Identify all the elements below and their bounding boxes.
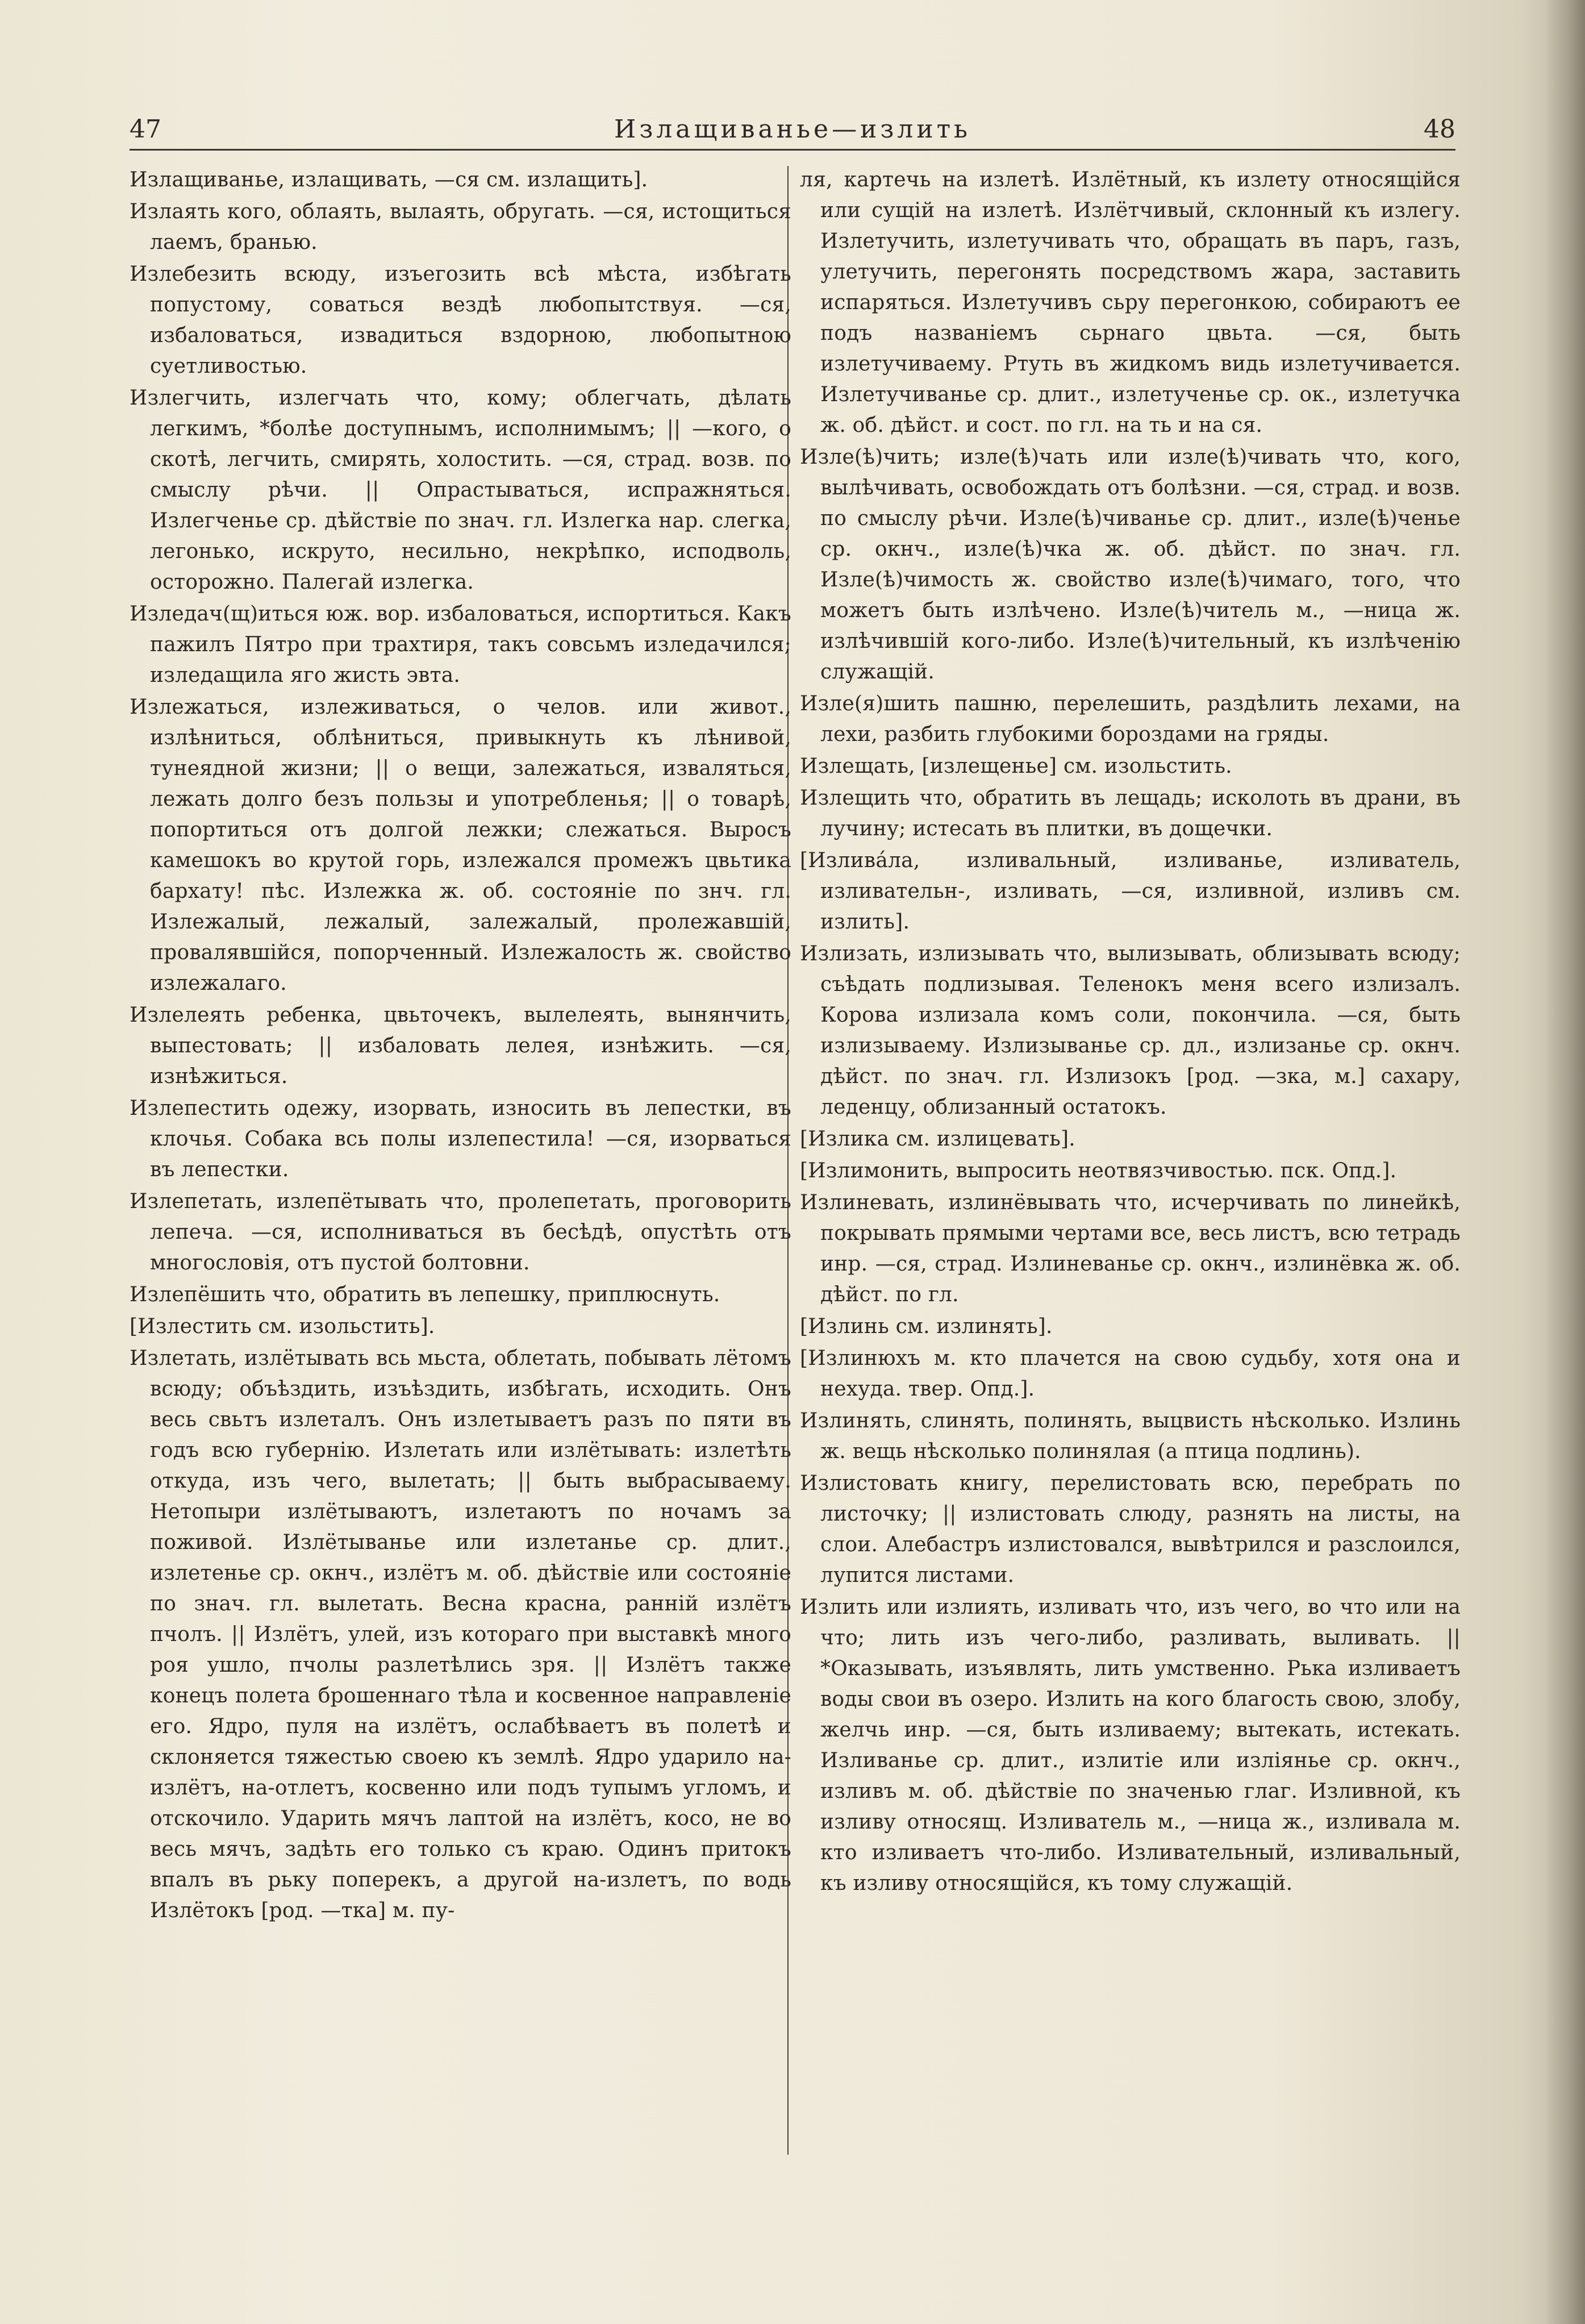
entry-text: Излепёшить что, обратить въ лепешку, приплюснуть. [130,1283,720,1306]
entry-text: Излепестить одежу, изорвать, износить въ лепестки, въ клочья. Собака всь полы излепестила! —ся, изорваться въ лепестки. [130,1097,791,1181]
entry [130,165,791,195]
entry-text: [Излимонить, выпросить неотвязчивостью. пск. Опд.]. [800,1159,1397,1182]
page-number-left: 47 [130,115,161,144]
entry-text: Изле(я)шить пашню, перелешить, раздѣлить лехами, на лехи, разбить глубокими бороздами на гряды. [800,692,1461,746]
entry [130,197,791,258]
entry-text: [Излика см. излицевать]. [800,1127,1075,1151]
entry-text: Излащиванье, излащивать, —ся см. излащить]. [130,168,648,191]
page-header [130,109,1455,151]
entry [800,1406,1461,1467]
entry-text: [Излинюхъ м. кто плачется на свою судьбу, хотя она и нехуда. твер. Опд.]. [800,1347,1461,1401]
entry-text: Излепетать, излепётывать что, пролепетать, проговорить лепеча. —ся, исполниваться въ бесѣдѣ, опустѣть отъ многословія, отъ пустой болтовни. [130,1190,791,1275]
entry-text: Излещить что, обратить въ лещадь; исколоть въ драни, въ лучину; истесать въ плитки, въ дощечки. [800,786,1461,840]
entry [130,1280,791,1310]
entry-text: Изле(ѣ)чить; изле(ѣ)чать или изле(ѣ)чивать что, кого, вылѣчивать, освобождать отъ болѣзни. —ся, страд. и возв. по смыслу рѣчи. Изле(ѣ)чиванье ср. длит., изле(ѣ)ченье ср. окнч., изле(ѣ)чка ж. об. дѣйст. по знач. гл. Изле(ѣ)чимость ж. свойство изле(ѣ)чимаго, того, что можетъ быть излѣчено. Изле(ѣ)читель м., —ница ж. излѣчившій кого-либо. Изле(ѣ)чительный, къ излѣченію служащій. [800,445,1461,684]
entry-text: Излинять, слинять, полинять, выцвисть нѣсколько. Излинь ж. вещь нѣсколько полинялая (а птица подлинь). [800,1409,1461,1463]
entry [800,1468,1461,1591]
entry-text: Излелеять ребенка, цвьточекъ, вылелеять, вынянчить, выпестовать; || избаловать лелея, изнѣжить. —ся, изнѣжиться. [130,1003,791,1088]
entry-text: Излить или излиять, изливать что, изъ чего, во что или на что; лить изъ чего-либо, разливать, выливать. || *Оказывать, изъявлять, лить умственно. Рька изливаетъ воды свои въ озеро. Излить на кого благость свою, злобу, желчь инр. —ся, быть изливаему; вытекать, истекать. Изливанье ср. длит., излитіе или изліянье ср. окнч., изливъ м. об. дѣйствіе по значенью глаг. Изливной, къ изливу относящ. Изливатель м., —ница ж., изливала м. кто изливаетъ что-либо. Изливательный, изливальный, къ изливу относящійся, къ тому служащій. [800,1596,1461,1895]
entry [800,939,1461,1123]
entry-text: ля, картечь на излетѣ. Излётный, къ излету относящійся или сущій на излетѣ. Излётчивый, склонный къ излегу. Излетучить, излетучивать что, обращать въ паръ, газъ, улетучить, перегонять посредствомъ жара, заставить испаряться. Излетучивъ сьру перегонкою, собираютъ ее подъ названіемъ сьрнаго цвьта. —ся, быть излетучиваему. Ртуть въ жидкомъ видь излетучивается. Излетучиванье ср. длит., излетученье ср. ок., излетучка ж. об. дѣйст. и сост. по гл. на ть и на ся. [800,168,1461,437]
entry-text: [Излива́ла, изливальный, изливанье, изливатель, изливательн-, изливать, —ся, изливной, изливъ см. излить]. [800,849,1461,934]
entry-text: Излаять кого, облаять, вылаять, обругать. —ся, истощиться лаемъ, бранью. [130,200,791,254]
entry [800,1343,1461,1405]
entry-text: Изледач(щ)иться юж. вор. избаловаться, испортиться. Какъ пажилъ Пятро при трахтиря, такъ совсьмъ изледачился; изледащила яго жисть эвта. [130,602,791,687]
left-column [130,165,791,1927]
entry [800,1311,1461,1342]
entry [130,1093,791,1185]
entry-text: [Излинь см. излинять]. [800,1315,1053,1338]
entry [130,1343,791,1926]
entry-text: Излежаться, излеживаться, о челов. или живот., излѣниться, облѣниться, привыкнуть къ лѣнивой, тунеядной жизни; || о вещи, залежаться, изваляться, лежать долго безъ пользы и употребленья; || о товарѣ, попортиться отъ долгой лежки; слежаться. Выросъ камешокъ во крутой горь, излежался промежъ цвьтика бархату! пѣс. Излежка ж. об. состояніе по знч. гл. Излежалый, лежалый, залежалый, пролежавшій, провалявшійся, попорченный. Излежалость ж. свойство излежалаго. [130,695,791,995]
page-edge-shadow [1545,0,1585,2324]
entry-text: Излизать, излизывать что, вылизывать, облизывать всюду; съѣдать подлизывая. Теленокъ меня всего излизалъ. Корова излизала комъ соли, покончила. —ся, быть излизываему. Излизыванье ср. дл., излизанье ср. окнч. дѣйст. по знач. гл. Излизокъ [род. —зка, м.] сахару, леденцу, облизанный остатокъ. [800,942,1461,1119]
running-title: Излащиванье—излить [614,115,971,144]
entry [130,1000,791,1092]
right-column [800,165,1461,1900]
entry-text: Излегчить, излегчать что, кому; облегчать, дѣлать легкимъ, *болѣе доступнымъ, исполнимымъ; || —кого, о скотѣ, легчить, смирять, холостить. —ся, страд. возв. по смыслу рѣчи. || Опрастываться, испражняться. Излегченье ср. дѣйствіе по знач. гл. Излегка нар. слегка, легонько, искруто, несильно, некрѣпко, исподволь, осторожно. Палегай излегка. [130,386,791,594]
entry-text: Излетать, излётывать всь мьста, облетать, побывать лётомъ всюду; объѣздить, изъѣздить, избѣгать, исходить. Онъ весь свьтъ излеталъ. Онъ излетываетъ разъ по пяти въ годъ всю губернію. Излетать или излётывать: излетѣть откуда, изъ чего, вылетать; || быть выбрасываему. Нетопыри излётываютъ, излетаютъ по ночамъ за поживой. Излётыванье или излетанье ср. длит., излетенье ср. окнч., излётъ м. об. дѣйствіе или состояніе по знач. гл. вылетать. Весна красна, раннiй излётъ пчолъ. || Излётъ, улей, изъ котораго при выставкѣ много роя ушло, пчолы разлетѣлись зря. || Излётъ также конецъ полета брошеннаго тѣла и косвенное направленіе его. Ядро, пуля на излётъ, ослабѣваетъ въ полетѣ и склоняется тяжестью своею къ землѣ. Ядро ударило на-излётъ, на-отлетъ, косвенно или подъ тупымъ угломъ, и отскочило. Ударить мячъ лаптой на излётъ, косо, не во весь мячъ, задѣть его только съ краю. Одинъ притокъ впалъ въ рьку поперекъ, а другой на-излетъ, по водь Излётокъ [род. —тка] м. пу- [130,1347,791,1922]
entry [800,442,1461,688]
entry [130,1311,791,1342]
entry [130,692,791,999]
entry-text: Излистовать книгу, перелистовать всю, перебрать по листочку; || излистовать слюду, разнять на листы, на слои. Алебастръ излистовался, вывѣтрился и разслоился, лупится листами. [800,1472,1461,1587]
entry [130,1186,791,1278]
entry [800,783,1461,844]
entry [800,751,1461,782]
entry [800,1188,1461,1310]
entry-text: Излещать, [излещенье] см. изольстить. [800,755,1232,778]
entry [800,1156,1461,1186]
page-number-right: 48 [1424,115,1455,144]
entry [800,846,1461,938]
entry [800,165,1461,441]
entry-text: Излиневать, излинёвывать что, исчерчивать по линейкѣ, покрывать прямыми чертами все, весь листъ, всю тетрадь инр. —ся, страд. Излиневанье ср. окнч., излинёвка ж. об. дѣйст. по гл. [800,1191,1461,1306]
entry [130,259,791,382]
entry [800,689,1461,750]
entry [800,1592,1461,1899]
entry-text: [Излестить см. изольстить]. [130,1315,435,1338]
entry [130,599,791,691]
entry [800,1124,1461,1155]
entry [130,383,791,598]
entry-text: Излебезить всюду, изъегозить всѣ мѣста, избѣгать попустому, соваться вездѣ любопытствуя. —ся, избаловаться, извадиться вздорною, любопытною суетливостью. [130,263,791,378]
